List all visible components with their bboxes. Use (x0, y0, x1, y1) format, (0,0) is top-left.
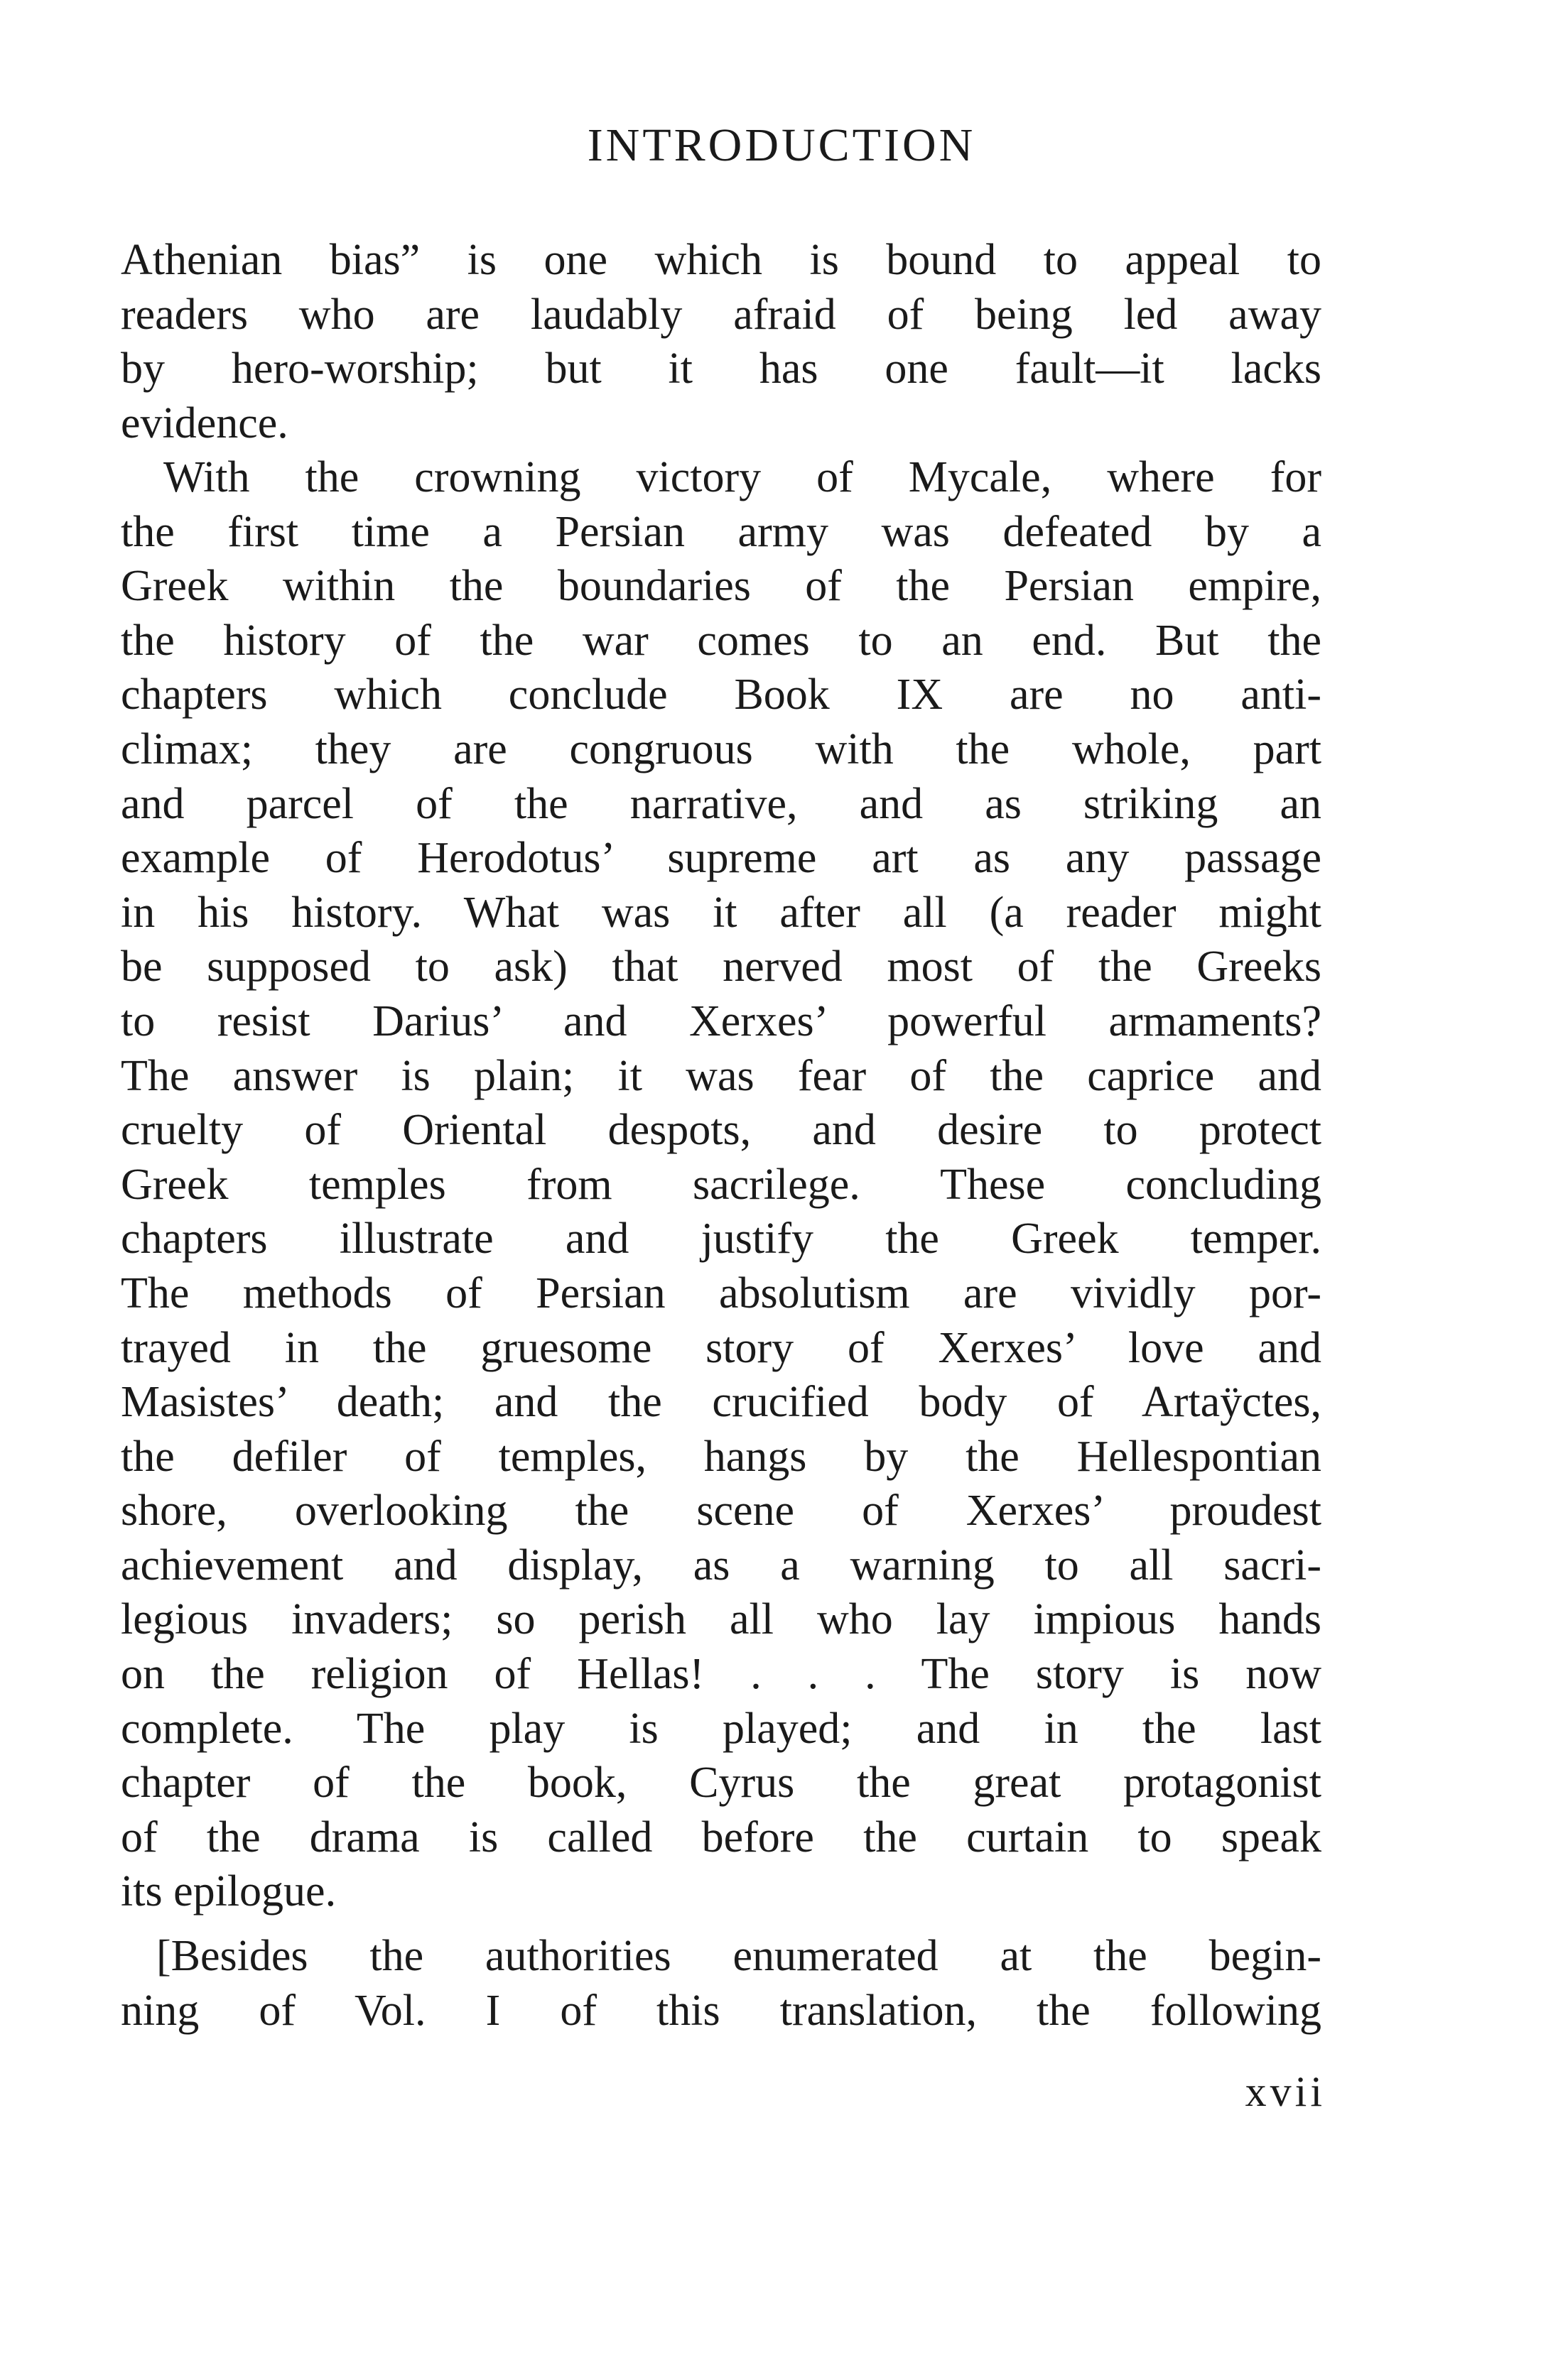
paragraph-2 (121, 450, 1321, 1919)
text-line: Athenian bias” is one which is bound to appeal to (121, 236, 1321, 284)
text-line: trayed in the gruesome story of Xerxes’ love and (121, 1323, 1321, 1372)
text-line: to resist Darius’ and Xerxes’ powerful armaments? (121, 996, 1321, 1045)
text-line: shore, overlooking the scene of Xerxes’ proudest (121, 1487, 1321, 1536)
text-line: The answer is plain; it was fear of the caprice and (121, 1051, 1321, 1100)
text-line: the history of the war comes to an end. But the (121, 616, 1321, 665)
text-line: ning of Vol. I of this translation, the following (121, 1986, 1321, 2035)
text-line: climax; they are congruous with the whole, part (121, 724, 1321, 773)
text-line: example of Herodotus’ supreme art as any passage (121, 834, 1321, 883)
text-line: its epilogue. (121, 1867, 337, 1916)
text-line: the first time a Persian army was defeated by a (121, 507, 1321, 556)
text-line: be supposed to ask) that nerved most of the Greeks (121, 942, 1321, 991)
text-line: the defiler of temples, hangs by the Hellespontian (121, 1432, 1321, 1481)
text-line: complete. The play is played; and in the last (121, 1704, 1321, 1753)
page-number: xvii (1245, 2068, 1326, 2115)
text-line: and parcel of the narrative, and as striking an (121, 779, 1321, 828)
text-line: readers who are laudably afraid of being led away (121, 290, 1321, 339)
text-line: Greek within the boundaries of the Persian empire, (121, 562, 1321, 611)
text-line: chapters illustrate and justify the Greek temper. (121, 1215, 1321, 1264)
paragraph-3 (121, 1929, 1321, 2038)
text-line: chapter of the book, Cyrus the great protagonist (121, 1759, 1321, 1808)
text-line: legious invaders; so perish all who lay impious hands (121, 1595, 1321, 1644)
text-line: chapters which conclude Book IX are no anti- (121, 670, 1321, 719)
text-line: The methods of Persian absolutism are vividly por- (121, 1268, 1321, 1317)
text-line: Greek temples from sacrilege. These concluding (121, 1160, 1321, 1209)
text-line: Masistes’ death; and the crucified body of Artaÿctes, (121, 1378, 1321, 1427)
running-head: INTRODUCTION (587, 119, 976, 171)
text-line: on the religion of Hellas! . . . The story is now (121, 1650, 1321, 1699)
text-line: of the drama is called before the curtain to speak (121, 1813, 1321, 1862)
text-line: achievement and display, as a warning to all sacri- (121, 1541, 1321, 1590)
text-line: in his history. What was it after all (a reader might (121, 888, 1321, 937)
text-line: by hero-worship; but it has one fault—it lacks (121, 344, 1321, 393)
text-line: [Besides the authorities enumerated at the begin- (156, 1932, 1321, 1980)
paragraph-1 (121, 233, 1321, 450)
text-line: cruelty of Oriental despots, and desire to protect (121, 1106, 1321, 1155)
text-line: evidence. (121, 398, 288, 447)
text-line: With the crowning victory of Mycale, where for (163, 453, 1321, 501)
